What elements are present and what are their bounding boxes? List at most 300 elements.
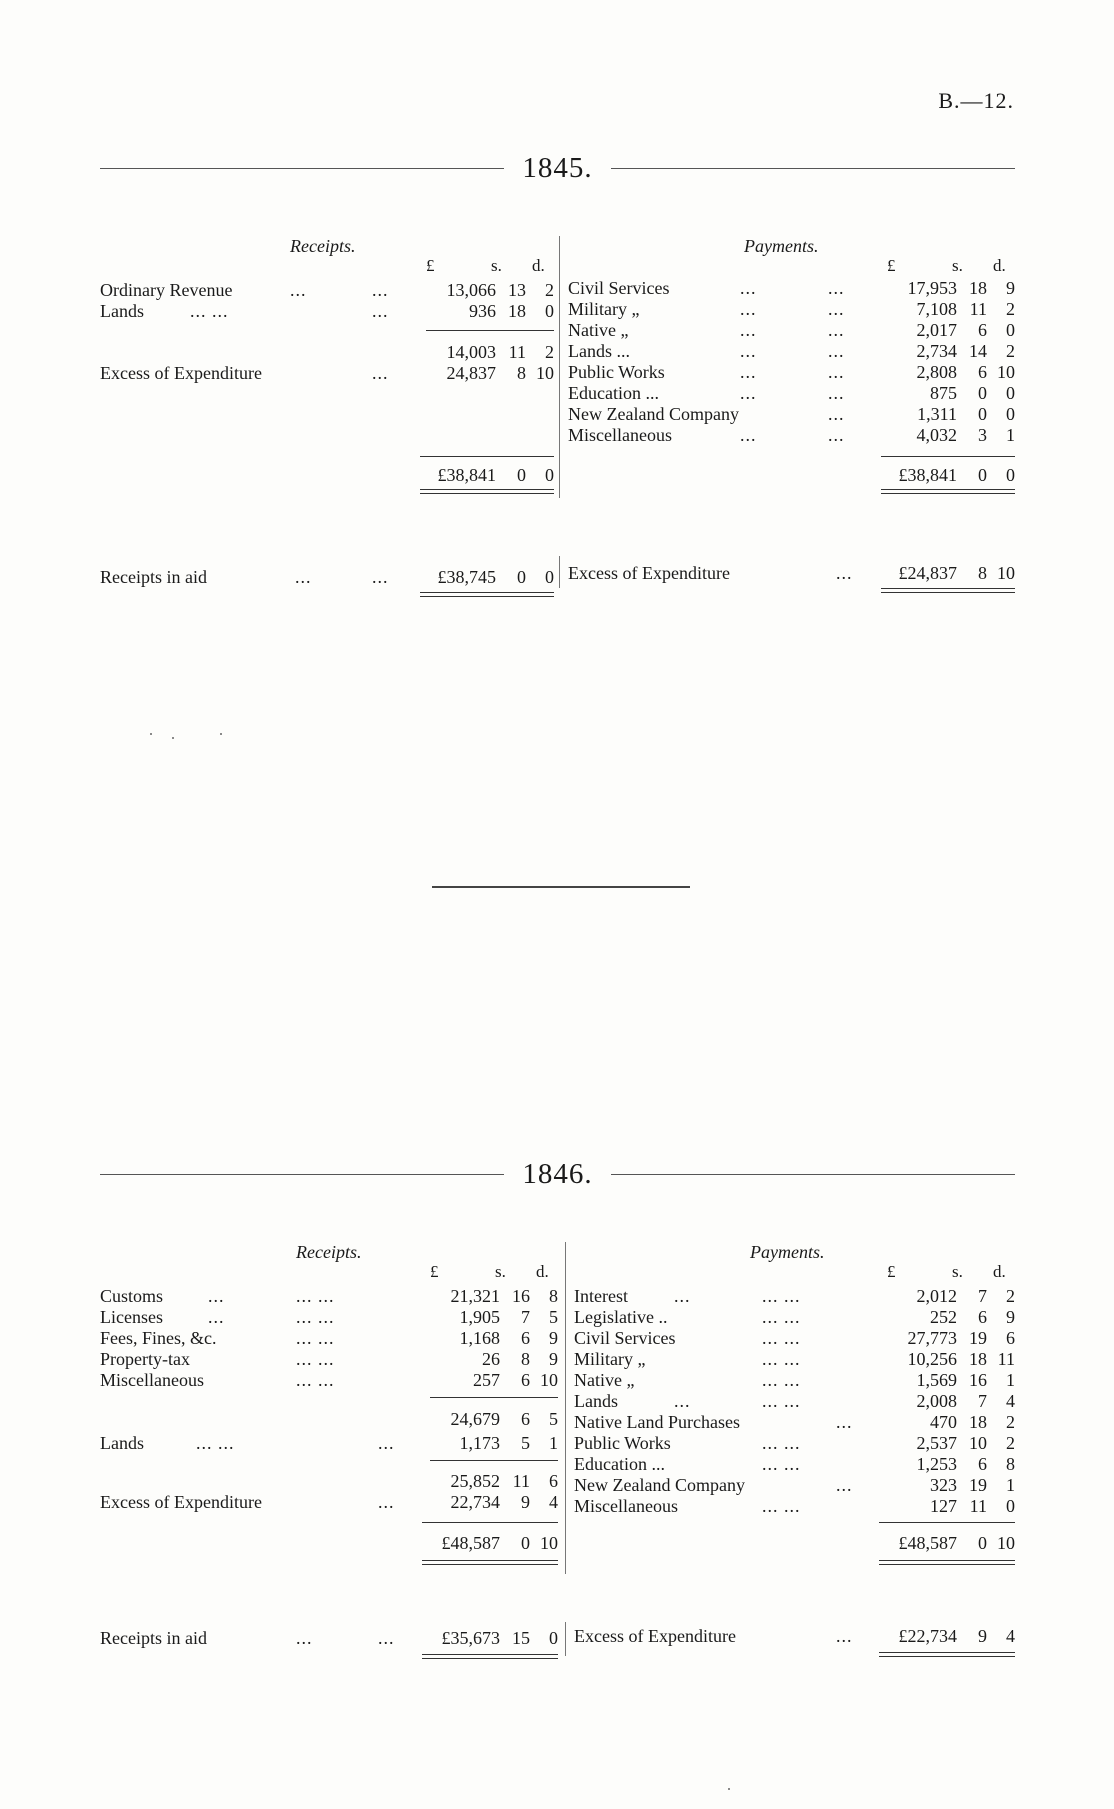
amount-pence: 9 [1006, 1307, 1015, 1327]
amount-pounds: 127 [930, 1496, 957, 1516]
leader-dots: ... ... [296, 1370, 335, 1390]
amount-shillings: 6 [978, 1454, 987, 1474]
total-double-rule [422, 1560, 558, 1565]
amount-shillings: 0 [978, 404, 987, 424]
payment-label: Education ... [568, 383, 659, 403]
amount-pounds: 22,734 [450, 1492, 500, 1512]
lands-amount [408, 1432, 558, 1454]
leader-dots: ... ... [190, 301, 229, 321]
aid-excess-amount [865, 562, 1015, 584]
receipt-amount [408, 1306, 558, 1328]
receipt-row [100, 1306, 558, 1328]
leader-dots: ... [836, 563, 853, 583]
leader-dots: ... [740, 383, 757, 403]
payment-row [574, 1327, 1015, 1349]
leader-dots: ... [828, 383, 845, 403]
heading-rule-left [100, 168, 504, 169]
page-reference: B.—12. [938, 88, 1014, 113]
leader-dots: ... [378, 1492, 395, 1512]
amount-pence: 6 [549, 1471, 558, 1491]
amount-shillings: 16 [969, 1370, 987, 1390]
payment-label: Legislative .. [574, 1307, 668, 1327]
payment-row [574, 1306, 1015, 1328]
leader-dots: ... ... [296, 1349, 335, 1369]
year-heading-1846 [100, 1158, 1015, 1191]
aid-double-rule [420, 592, 554, 597]
column-divider-aid [559, 556, 560, 588]
amount-shillings: 0 [521, 1533, 530, 1553]
account-1846 [100, 1242, 1015, 1662]
amount-pence: 2 [545, 280, 554, 300]
payments-total-row [568, 464, 1015, 486]
receipt-amount [408, 1327, 558, 1349]
amount-pence: 2 [1006, 299, 1015, 319]
payments-title: Payments. [750, 1242, 825, 1262]
pound-unit: £ [887, 1262, 896, 1281]
receipt-label: Miscellaneous [100, 1370, 204, 1390]
subtotal-rule [430, 1460, 558, 1461]
payment-label: Civil Services [574, 1328, 676, 1348]
payment-amount [865, 1306, 1015, 1328]
payments-title: Payments. [744, 236, 819, 256]
amount-shillings: 7 [978, 1391, 987, 1411]
payments-total-row [574, 1532, 1015, 1554]
amount-pounds: 26 [482, 1349, 500, 1369]
leader-dots: ... ... [296, 1328, 335, 1348]
leader-dots: ... [836, 1626, 853, 1646]
amount-pence: 4 [1006, 1391, 1015, 1411]
receipt-label: Ordinary Revenue [100, 280, 233, 300]
receipt-label: Customs [100, 1286, 164, 1306]
amount-shillings: 14 [969, 341, 987, 361]
payment-amount [865, 277, 1015, 299]
amount-pounds: £38,745 [437, 567, 496, 587]
receipt-label: Licenses [100, 1307, 163, 1327]
receipt-row [100, 1327, 558, 1349]
payment-label: Military „ [574, 1349, 646, 1369]
leader-dots: ... [828, 362, 845, 382]
payment-row [574, 1369, 1015, 1391]
amount-pounds: 470 [930, 1412, 957, 1432]
leader-dots: ... [740, 341, 757, 361]
pence-unit: d. [993, 1262, 1006, 1281]
currency-units [408, 1262, 558, 1284]
amount-shillings: 6 [978, 362, 987, 382]
shilling-unit: s. [495, 1262, 506, 1281]
shilling-unit: s. [491, 256, 502, 275]
leader-dots: ... [828, 320, 845, 340]
receipts-title: Receipts. [290, 236, 356, 256]
payment-amount [865, 319, 1015, 341]
amount-pounds: £38,841 [437, 465, 496, 485]
year-heading-1845 [100, 152, 1015, 185]
amount-shillings: 18 [508, 301, 526, 321]
receipt-row [100, 1369, 558, 1391]
payment-label: Native Land Purchases [574, 1412, 740, 1432]
section-separator [432, 886, 690, 888]
amount-pounds: 27,773 [907, 1328, 957, 1348]
receipt-amount [404, 300, 554, 322]
amount-pounds: 323 [930, 1475, 957, 1495]
amount-pence: 10 [997, 362, 1015, 382]
aid-amount [404, 566, 554, 588]
leader-dots: ... [372, 280, 389, 300]
amount-pounds: 875 [930, 383, 957, 403]
total-amount [865, 1532, 1015, 1554]
heading-rule-right [611, 1174, 1015, 1175]
pound-unit: £ [430, 1262, 439, 1281]
excess-row [100, 362, 554, 384]
amount-pounds: 21,321 [450, 1286, 500, 1306]
aid-excess-row [574, 1625, 1015, 1647]
amount-shillings: 11 [512, 1471, 530, 1491]
amount-pounds: 7,108 [916, 299, 957, 319]
shilling-unit: s. [952, 1262, 963, 1281]
receipts-total-row [100, 464, 554, 486]
amount-pounds: £38,841 [898, 465, 957, 485]
payment-row [568, 361, 1015, 383]
amount-pounds: 1,173 [459, 1433, 500, 1453]
payment-amount [865, 403, 1015, 425]
payments-column [574, 1242, 1015, 1662]
leader-dots: ... [372, 363, 389, 383]
amount-shillings: 8 [521, 1349, 530, 1369]
payment-amount [865, 1474, 1015, 1496]
excess-label: Excess of Expenditure [100, 363, 262, 383]
payment-amount [865, 361, 1015, 383]
payment-label: Public Works [574, 1433, 671, 1453]
payment-label: New Zealand Company [568, 404, 739, 424]
amount-pence: 6 [1006, 1328, 1015, 1348]
amount-pounds: £35,673 [441, 1628, 500, 1648]
aid-double-rule [422, 1654, 558, 1659]
receipt-row [100, 1348, 558, 1370]
payment-label: Miscellaneous [574, 1496, 678, 1516]
aid-amount [408, 1627, 558, 1649]
pence-unit: d. [993, 256, 1006, 275]
payment-amount [865, 1348, 1015, 1370]
payment-label: Native „ [574, 1370, 635, 1390]
print-speck [150, 733, 152, 735]
leader-dots: ... ... [762, 1391, 801, 1411]
amount-pence: 0 [545, 567, 554, 587]
subtotal-amount [408, 1470, 558, 1492]
aid-double-rule [881, 588, 1015, 593]
amount-pounds: 257 [473, 1370, 500, 1390]
amount-pounds: 13,066 [446, 280, 496, 300]
amount-pence: 0 [1006, 320, 1015, 340]
amount-pounds: 4,032 [916, 425, 957, 445]
amount-pence: 9 [549, 1328, 558, 1348]
receipt-subtotal-row [100, 341, 554, 363]
leader-dots: ... [836, 1475, 853, 1495]
payment-label: Military „ [568, 299, 640, 319]
leader-dots: ... [828, 425, 845, 445]
amount-pounds: 936 [469, 301, 496, 321]
amount-pence: 1 [1006, 425, 1015, 445]
payment-row [568, 319, 1015, 341]
currency-units [865, 1262, 1015, 1284]
amount-pence: 9 [549, 1349, 558, 1369]
payment-label: Native „ [568, 320, 629, 340]
column-divider [559, 236, 560, 498]
account-1845 [100, 236, 1015, 596]
total-double-rule [879, 1560, 1015, 1565]
shilling-unit: s. [952, 256, 963, 275]
amount-pence: 9 [1006, 278, 1015, 298]
payment-amount [865, 298, 1015, 320]
amount-shillings: 16 [512, 1286, 530, 1306]
aid-excess-row [568, 562, 1015, 584]
aid-excess-label: Excess of Expenditure [574, 1626, 736, 1646]
amount-shillings: 7 [978, 1286, 987, 1306]
amount-pounds: 2,017 [916, 320, 957, 340]
column-divider-aid [565, 1622, 566, 1656]
total-amount [865, 464, 1015, 486]
leader-dots: ... ... [196, 1433, 235, 1453]
amount-pence: 0 [545, 301, 554, 321]
receipt-label: Fees, Fines, &c. [100, 1328, 217, 1348]
subtotal-rule [426, 330, 554, 331]
leader-dots: ... [740, 278, 757, 298]
leader-dots: ... [740, 299, 757, 319]
amount-pence: 2 [545, 342, 554, 362]
amount-pounds: 14,003 [446, 342, 496, 362]
amount-pounds: 2,734 [916, 341, 957, 361]
amount-shillings: 18 [969, 1349, 987, 1369]
leader-dots: ... [295, 567, 312, 587]
receipts-in-aid-row [100, 566, 554, 588]
receipts-total-row [100, 1532, 558, 1554]
receipt-row [100, 1285, 558, 1307]
payment-row [574, 1390, 1015, 1412]
subtotal-amount [408, 1408, 558, 1430]
leader-dots: ... [828, 299, 845, 319]
leader-dots: ... [378, 1433, 395, 1453]
aid-double-rule [879, 1652, 1015, 1657]
amount-pounds: 1,168 [459, 1328, 500, 1348]
amount-shillings: 6 [521, 1370, 530, 1390]
payment-amount [865, 1411, 1015, 1433]
amount-pounds: 2,008 [916, 1391, 957, 1411]
total-amount [404, 464, 554, 486]
amount-pence: 5 [549, 1307, 558, 1327]
total-rule [879, 1522, 1015, 1523]
amount-pence: 1 [549, 1433, 558, 1453]
amount-shillings: 18 [969, 278, 987, 298]
leader-dots: ... ... [762, 1496, 801, 1516]
amount-shillings: 10 [969, 1433, 987, 1453]
amount-pounds: 17,953 [907, 278, 957, 298]
amount-pence: 2 [1006, 1412, 1015, 1432]
leader-dots: ... [740, 320, 757, 340]
aid-label: Receipts in aid [100, 1628, 207, 1648]
amount-pence: 10 [997, 563, 1015, 583]
amount-shillings: 8 [978, 563, 987, 583]
print-speck [172, 737, 174, 739]
amount-pounds: 1,569 [916, 1370, 957, 1390]
payment-amount [865, 340, 1015, 362]
payment-row [574, 1495, 1015, 1517]
aid-label: Receipts in aid [100, 567, 207, 587]
amount-shillings: 15 [512, 1628, 530, 1648]
amount-pence: 2 [1006, 1433, 1015, 1453]
payment-label: Education ... [574, 1454, 665, 1474]
amount-pounds: 2,537 [916, 1433, 957, 1453]
amount-pence: 1 [1006, 1370, 1015, 1390]
amount-pounds: 2,808 [916, 362, 957, 382]
payment-amount [865, 382, 1015, 404]
amount-pence: 0 [1006, 1496, 1015, 1516]
total-amount [408, 1532, 558, 1554]
receipt-amount [408, 1348, 558, 1370]
excess-amount [408, 1491, 558, 1513]
heading-rule-right [611, 168, 1015, 169]
leader-dots: ... ... [762, 1349, 801, 1369]
excess-row [100, 1491, 558, 1513]
currency-units [865, 256, 1015, 278]
receipt-label: Property-tax [100, 1349, 190, 1369]
amount-pence: 10 [540, 1370, 558, 1390]
payment-row [568, 277, 1015, 299]
payment-row [568, 382, 1015, 404]
payment-amount [865, 1453, 1015, 1475]
amount-pence: 0 [545, 465, 554, 485]
payment-row [574, 1348, 1015, 1370]
amount-pence: 4 [1006, 1626, 1015, 1646]
aid-excess-amount [865, 1625, 1015, 1647]
amount-shillings: 19 [969, 1328, 987, 1348]
leader-dots: ... [296, 1628, 313, 1648]
amount-pence: 2 [1006, 341, 1015, 361]
lands-label: Lands [100, 1433, 144, 1453]
amount-pounds: 25,852 [450, 1471, 500, 1491]
payment-row [568, 424, 1015, 446]
payments-column [568, 236, 1015, 596]
receipt-subtotal-row [100, 1408, 558, 1430]
payment-amount [865, 1327, 1015, 1349]
pound-unit: £ [887, 256, 896, 275]
amount-pence: 8 [549, 1286, 558, 1306]
total-rule [422, 1522, 558, 1523]
amount-pence: 5 [549, 1409, 558, 1429]
amount-shillings: 13 [508, 280, 526, 300]
amount-shillings: 5 [521, 1433, 530, 1453]
amount-shillings: 0 [978, 383, 987, 403]
amount-pence: 0 [1006, 404, 1015, 424]
amount-pounds: 1,253 [916, 1454, 957, 1474]
amount-pounds: £48,587 [898, 1533, 957, 1553]
amount-pence: 8 [1006, 1454, 1015, 1474]
payment-row [568, 298, 1015, 320]
leader-dots: ... [674, 1286, 691, 1306]
leader-dots: ... [828, 341, 845, 361]
year-label: 1845. [522, 152, 593, 184]
total-double-rule [881, 489, 1015, 494]
amount-pounds: 24,679 [450, 1409, 500, 1429]
leader-dots: ... ... [762, 1286, 801, 1306]
leader-dots: ... [372, 567, 389, 587]
amount-pence: 10 [536, 363, 554, 383]
total-double-rule [420, 489, 554, 494]
year-label: 1846. [522, 1158, 593, 1190]
payment-label: Interest [574, 1286, 628, 1306]
amount-pounds: 24,837 [446, 363, 496, 383]
aid-excess-label: Excess of Expenditure [568, 563, 730, 583]
payment-label: Public Works [568, 362, 665, 382]
payment-label: Miscellaneous [568, 425, 672, 445]
receipts-in-aid-row [100, 1627, 558, 1649]
amount-shillings: 8 [517, 363, 526, 383]
amount-shillings: 9 [521, 1492, 530, 1512]
amount-pence: 0 [1006, 465, 1015, 485]
leader-dots: ... [836, 1412, 853, 1432]
leader-dots: ... ... [762, 1370, 801, 1390]
total-rule [420, 456, 554, 457]
amount-shillings: 3 [978, 425, 987, 445]
payment-label: Lands ... [568, 341, 630, 361]
leader-dots: ... [208, 1307, 225, 1327]
receipt-amount [408, 1285, 558, 1307]
payment-label: Civil Services [568, 278, 670, 298]
amount-shillings: 0 [517, 465, 526, 485]
amount-shillings: 11 [508, 342, 526, 362]
payment-amount [865, 424, 1015, 446]
amount-pounds: £22,734 [898, 1626, 957, 1646]
amount-shillings: 0 [517, 567, 526, 587]
payment-row [574, 1474, 1015, 1496]
amount-pence: 4 [549, 1492, 558, 1512]
amount-pence: 2 [1006, 1286, 1015, 1306]
amount-pence: 11 [997, 1349, 1015, 1369]
leader-dots: ... [372, 301, 389, 321]
receipt-subtotal-row [100, 1470, 558, 1492]
amount-shillings: 6 [978, 1307, 987, 1327]
payment-row [568, 403, 1015, 425]
leader-dots: ... [740, 362, 757, 382]
payment-amount [865, 1285, 1015, 1307]
amount-pence: 0 [549, 1628, 558, 1648]
amount-shillings: 0 [978, 465, 987, 485]
amount-shillings: 6 [521, 1328, 530, 1348]
total-rule [881, 456, 1015, 457]
receipts-title: Receipts. [296, 1242, 362, 1262]
amount-pounds: 252 [930, 1307, 957, 1327]
leader-dots: ... ... [296, 1307, 335, 1327]
amount-shillings: 11 [969, 299, 987, 319]
amount-shillings: 9 [978, 1626, 987, 1646]
receipts-column [100, 236, 554, 596]
payment-amount [865, 1432, 1015, 1454]
amount-pounds: 2,012 [916, 1286, 957, 1306]
leader-dots: ... ... [296, 1286, 335, 1306]
currency-units [404, 256, 554, 278]
payment-row [574, 1432, 1015, 1454]
leader-dots: ... ... [762, 1328, 801, 1348]
amount-shillings: 7 [521, 1307, 530, 1327]
heading-rule-left [100, 1174, 504, 1175]
excess-label: Excess of Expenditure [100, 1492, 262, 1512]
receipt-row [100, 300, 554, 322]
leader-dots: ... [740, 425, 757, 445]
amount-shillings: 18 [969, 1412, 987, 1432]
leader-dots: ... [674, 1391, 691, 1411]
payment-row [568, 340, 1015, 362]
amount-shillings: 6 [978, 320, 987, 340]
pound-unit: £ [426, 256, 435, 275]
subtotal-rule [430, 1397, 558, 1398]
payment-label: Lands [574, 1391, 618, 1411]
